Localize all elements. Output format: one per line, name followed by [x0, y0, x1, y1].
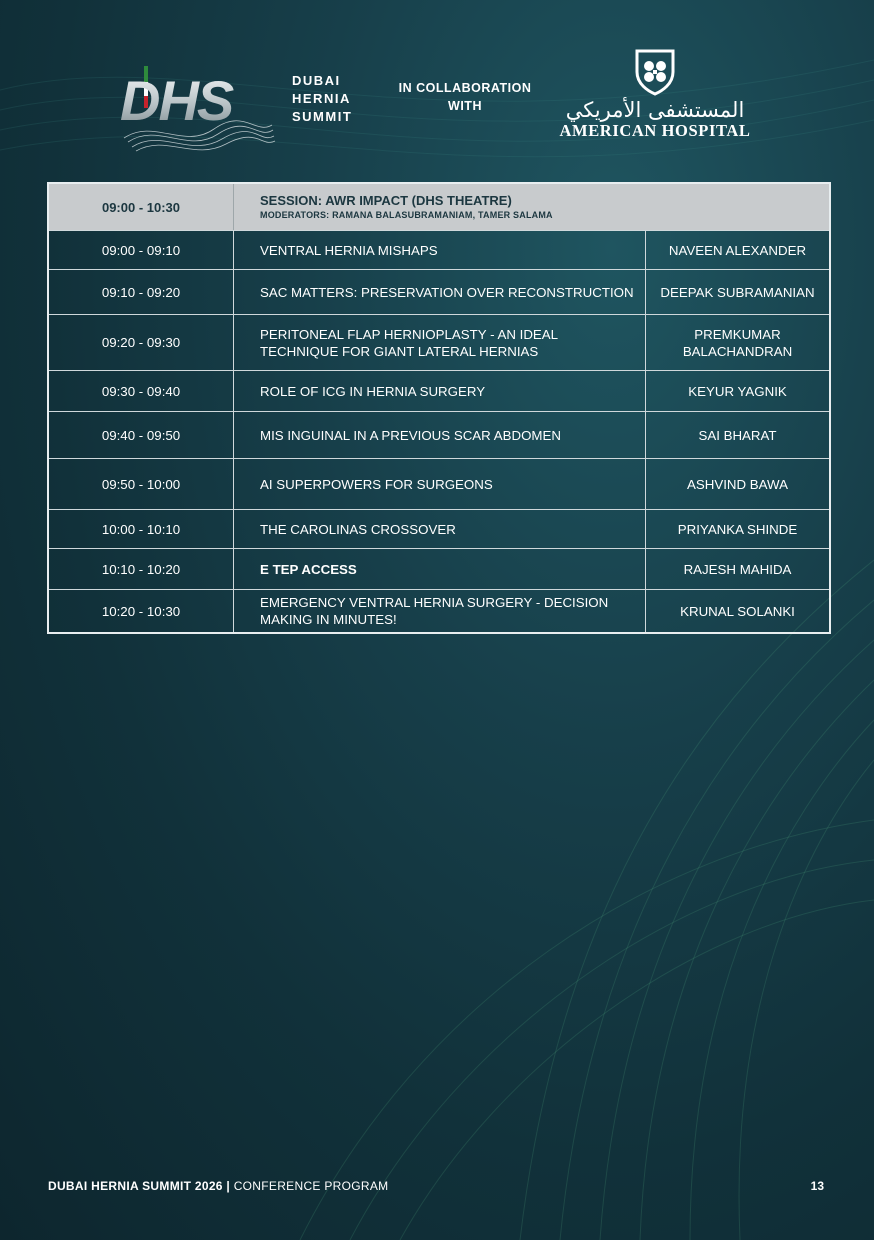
talk-time: 10:10 - 10:20	[49, 549, 234, 589]
talk-title: THE CAROLINAS CROSSOVER	[234, 510, 646, 548]
table-row	[49, 459, 829, 510]
talk-title: MIS INGUINAL IN A PREVIOUS SCAR ABDOMEN	[234, 412, 646, 458]
partner-name-english: AMERICAN HOSPITAL	[559, 121, 751, 140]
talk-time: 09:00 - 09:10	[49, 231, 234, 269]
talk-title: EMERGENCY VENTRAL HERNIA SURGERY - DECISION MAKING IN MINUTES!	[234, 590, 646, 632]
talk-speaker: DEEPAK SUBRAMANIAN	[660, 284, 815, 300]
page-header	[0, 0, 874, 170]
session-moderators: MODERATORS: RAMANA BALASUBRAMANIAM, TAMER SALAMA	[260, 210, 553, 220]
table-row	[49, 315, 829, 371]
talk-time: 09:30 - 09:40	[49, 371, 234, 411]
table-row	[49, 371, 829, 412]
session-schedule-table	[47, 182, 831, 634]
collab-line-1: IN COLLABORATION	[398, 81, 532, 95]
footer-title	[48, 1179, 388, 1193]
table-row	[49, 590, 829, 632]
talk-speaker: KRUNAL SOLANKI	[680, 603, 795, 619]
talk-time: 09:40 - 09:50	[49, 412, 234, 458]
table-row	[49, 412, 829, 459]
page-number: 13	[810, 1179, 824, 1193]
table-row	[49, 231, 829, 270]
summit-name-line-1: DUBAI	[292, 73, 341, 88]
talk-title: PERITONEAL FLAP HERNIOPLASTY - AN IDEAL TECHNIQUE FOR GIANT LATERAL HERNIAS	[234, 315, 646, 370]
session-title: SESSION: AWR IMPACT (DHS THEATRE)	[260, 193, 512, 208]
talk-title: ROLE OF ICG IN HERNIA SURGERY	[234, 371, 646, 411]
talk-speaker: PREMKUMAR BALACHANDRAN	[682, 326, 793, 359]
footer-title-bold: DUBAI HERNIA SUMMIT 2026 |	[48, 1179, 231, 1193]
talk-time: 09:50 - 10:00	[49, 459, 234, 509]
talk-speaker: NAVEEN ALEXANDER	[668, 242, 807, 258]
session-header-row	[49, 184, 829, 231]
talk-speaker: ASHVIND BAWA	[687, 476, 788, 492]
table-row	[49, 510, 829, 549]
talk-time: 09:20 - 09:30	[49, 315, 234, 370]
talk-speaker: PRIYANKA SHINDE	[677, 521, 798, 537]
summit-name-line-3: SUMMIT	[292, 109, 353, 124]
dhs-logo	[118, 62, 278, 157]
talk-title: VENTRAL HERNIA MISHAPS	[234, 231, 646, 269]
talk-title: AI SUPERPOWERS FOR SURGEONS	[234, 459, 646, 509]
svg-text:DHS: DHS	[120, 69, 233, 132]
american-hospital-shield-icon	[634, 48, 676, 96]
collaboration-text	[392, 79, 538, 115]
summit-name-line-2: HERNIA	[292, 91, 351, 106]
talk-time: 10:00 - 10:10	[49, 510, 234, 548]
session-time: 09:00 - 10:30	[49, 184, 234, 230]
summit-name	[292, 72, 352, 126]
session-info	[234, 184, 829, 230]
talk-speaker: SAI BHARAT	[698, 427, 777, 443]
partner-name-arabic: المستشفى الأمريكي	[565, 98, 745, 122]
talk-time: 10:20 - 10:30	[49, 590, 234, 632]
collab-line-2: WITH	[448, 99, 482, 113]
talk-speaker: RAJESH MAHIDA	[683, 561, 792, 577]
talk-time: 09:10 - 09:20	[49, 270, 234, 314]
talk-title: E TEP ACCESS	[234, 549, 646, 589]
table-row	[49, 549, 829, 590]
table-row	[49, 270, 829, 315]
footer-title-rest: CONFERENCE PROGRAM	[230, 1179, 389, 1193]
talk-title: SAC MATTERS: PRESERVATION OVER RECONSTRUCTION	[234, 270, 646, 314]
talk-speaker: KEYUR YAGNIK	[688, 383, 787, 399]
